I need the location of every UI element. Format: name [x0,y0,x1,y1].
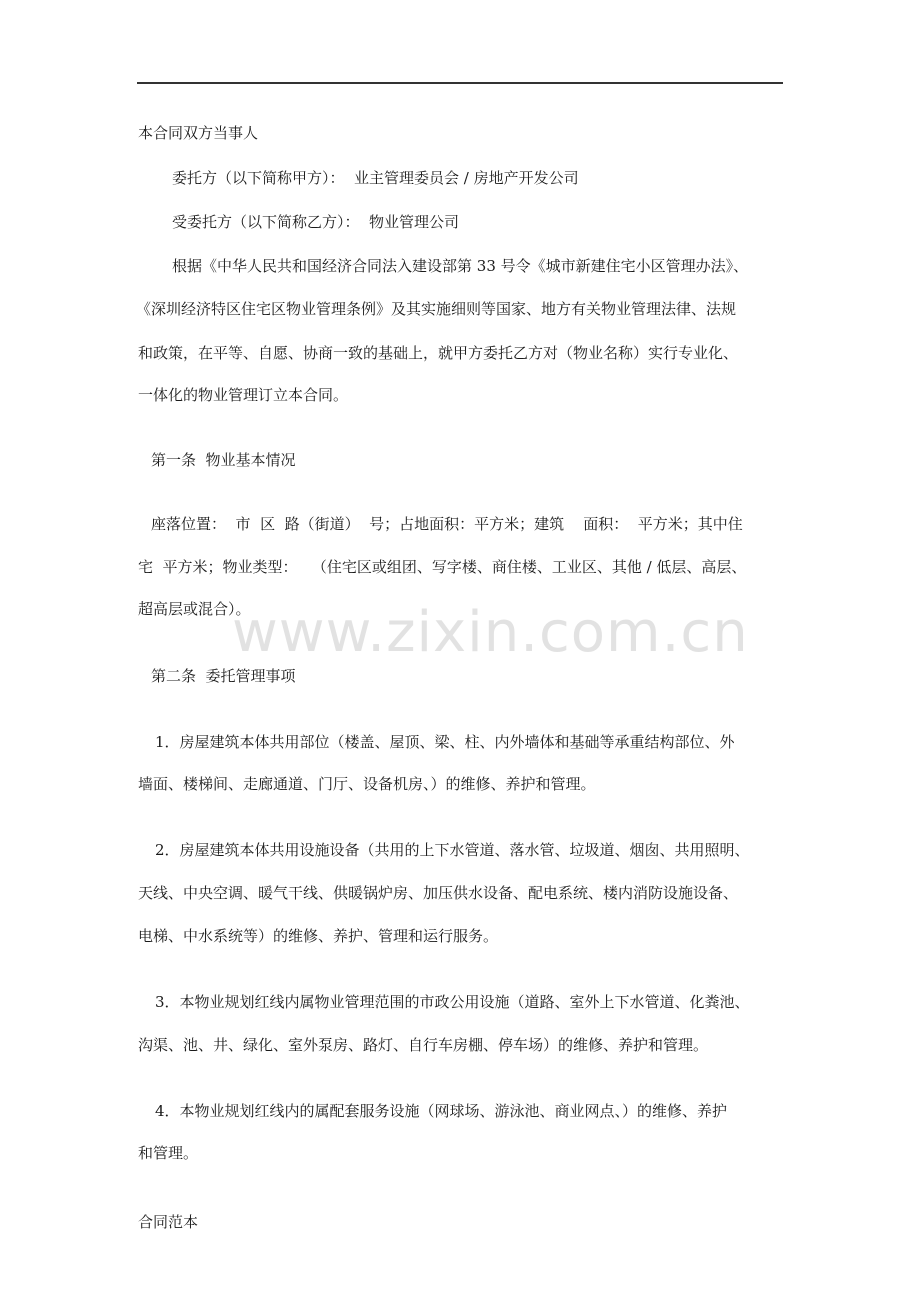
item-2-line-1: 2．房屋建筑本体共用设施设备（共用的上下水管道、落水管、垃圾道、烟囱、共用照明、 [155,841,750,859]
article-1-heading: 第一条 物业基本情况 [151,451,296,469]
intro-title: 本合同双方当事人 [138,124,259,142]
item-1-line-1: 1．房屋建筑本体共用部位（楼盖、屋顶、梁、柱、内外墙体和基础等承重结构部位、外 [155,733,735,751]
party-a-line: 委托方（以下简称甲方）： 业主管理委员会 / 房地产开发公司 [172,169,579,187]
footer-label: 合同范本 [138,1213,199,1231]
watermark: www.zixin.com.cn [232,600,749,665]
basis-line-3: 和政策，在平等、自愿、协商一致的基础上，就甲方委托乙方对（物业名称）实行专业化、 [138,344,739,362]
article-2-heading: 第二条 委托管理事项 [151,667,296,685]
article-1-line-1: 座落位置： 市 区 路（街道） 号；占地面积：平方米；建筑 面积： 平方米；其中住 [151,515,743,533]
item-2-line-2: 天线、中央空调、暖气干线、供暖锅炉房、加压供水设备、配电系统、楼内消防设施设备、 [138,884,739,902]
item-4-line-2: 和管理。 [138,1144,199,1162]
article-1-line-2: 宅 平方米；物业类型： （住宅区或组团、写字楼、商住楼、工业区、其他 / 低层、高层、 [138,558,747,576]
basis-line-1: 根据《中华人民共和国经济合同法入建设部第 33 号令《城市新建住宅小区管理办法》、 [172,257,749,275]
item-2-line-3: 电梯、中水系统等）的维修、养护、管理和运行服务。 [138,927,499,945]
item-3-line-1: 3．本物业规划红线内属物业管理范围的市政公用设施（道路、室外上下水管道、化粪池、 [155,993,750,1011]
header-rule [137,82,783,84]
item-4-line-1: 4．本物业规划红线内的属配套服务设施（网球场、游泳池、商业网点、）的维修、养护 [155,1102,728,1120]
article-1-line-3: 超高层或混合）。 [138,600,251,618]
basis-line-2: 《深圳经济特区住宅区物业管理条例》及其实施细则等国家、地方有关物业管理法律、法规 [136,300,737,318]
party-b-line: 受委托方（以下简称乙方）： 物业管理公司 [172,213,460,231]
basis-line-4: 一体化的物业管理订立本合同。 [138,386,349,404]
item-1-line-2: 墙面、楼梯间、走廊通道、门厅、设备机房、）的维修、养护和管理。 [138,775,596,793]
item-3-line-2: 沟渠、池、井、绿化、室外泵房、路灯、自行车房棚、停车场）的维修、养护和管理。 [138,1036,709,1054]
